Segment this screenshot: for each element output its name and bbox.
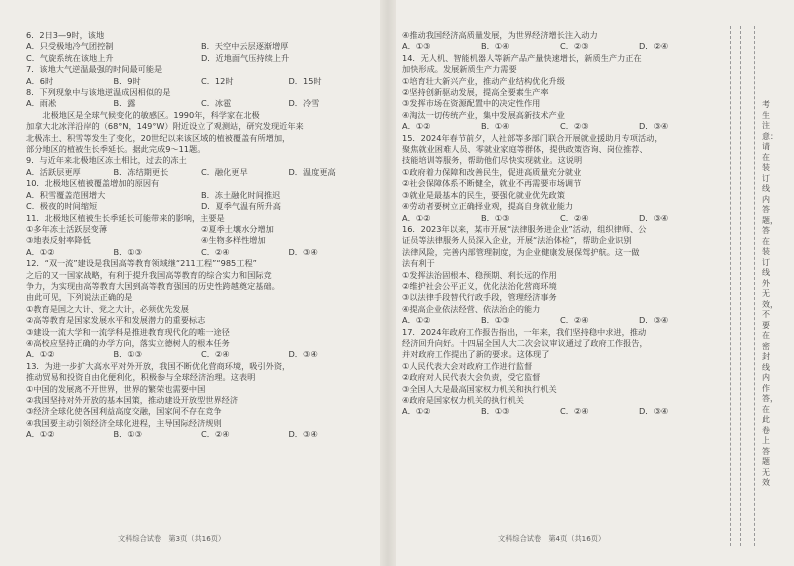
text-line: 并对政府工作提出了新的要求。这体现了: [402, 349, 550, 360]
option-item: D．夏季气温有所升高: [201, 201, 281, 212]
option-item: D．③④: [639, 121, 669, 132]
binding-line-3: [754, 26, 755, 546]
answer-options: [26, 247, 376, 258]
text-line: ④高校应坚持正确的办学方向，落实立德树人的根本任务: [26, 337, 230, 348]
text-line: ①中国的发展离不开世界，世界的繁荣也需要中国: [26, 383, 206, 394]
text-line: ③就业是最基本的民生，要强化就业优先政策: [402, 189, 565, 200]
left-column: [26, 30, 376, 441]
option-item: A．①②: [402, 121, 431, 132]
text-line: ②社会保障体系不断健全，就业不再需要市场调节: [402, 178, 582, 189]
option-item: B．冻土融化时间推迟: [201, 189, 281, 200]
left-footer: 文科综合试卷 第3页（共16页）: [118, 534, 226, 543]
option-item: D．③④: [288, 246, 318, 257]
option-item: C．②④: [560, 406, 589, 417]
option-item: B．露: [113, 98, 136, 109]
answer-options: [26, 235, 376, 246]
option-item: B．①③: [481, 406, 510, 417]
text-line: ②坚持创新驱动发展，提高全要素生产率: [402, 87, 549, 98]
option-item: D．15时: [288, 75, 322, 86]
answer-options: [402, 121, 718, 132]
text-line: 证员等法律服务人员深入企业，开展“法治体检”，帮助企业识别: [402, 235, 632, 246]
text-line: 争力，为实现由高等教育大国到高等教育强国的历史性跨越奠定基础。: [26, 280, 280, 291]
option-item: A．①②: [402, 406, 431, 417]
option-item: B．①③: [113, 429, 142, 440]
text-line: ②高等教育是国家发展水平和发展潜力的重要标志: [26, 315, 206, 326]
question-stem: 13．为进一步扩大高水平对外开放，我国不断优化营商环境，吸引外资，: [26, 360, 291, 371]
answer-options: [26, 201, 376, 212]
option-item: D．冷雪: [288, 98, 320, 109]
text-line: 经济回升向好。十四届全国人大二次会议审议通过了政府工作报告，: [402, 337, 648, 348]
right-footer: 文科综合试卷 第4页（共16页）: [498, 534, 606, 543]
option-item: A．雨凇: [26, 98, 57, 109]
answer-options: [402, 406, 718, 417]
option-item: C．融化更早: [201, 166, 248, 177]
option-item: ③地表反射率降低: [26, 235, 91, 246]
answer-options: [26, 349, 376, 360]
option-item: B．①④: [481, 121, 510, 132]
option-item: A．①②: [26, 429, 55, 440]
option-item: B．9时: [113, 75, 141, 86]
option-item: C．②④: [201, 349, 230, 360]
answer-options: [402, 213, 718, 224]
question-stem: 11．北极地区植被生长季延长可能带来的影响，主要是: [26, 212, 225, 223]
text-line: ①教育是国之大计、党之大计，必须优先发展: [26, 303, 189, 314]
option-item: C．②④: [201, 246, 230, 257]
text-line: ①培育壮大新兴产业，推动产业结构优化升级: [402, 75, 565, 86]
option-item: D．③④: [639, 212, 669, 223]
text-line: 加快形成。发展新质生产力需要: [402, 64, 517, 75]
option-item: A．①②: [26, 246, 55, 257]
answer-options: [26, 167, 376, 178]
text-line: ①发挥法治固根本、稳预期、利长远的作用: [402, 269, 557, 280]
text-line: 聚焦就业困难人员、零就业家庭等群体，提供政策咨询、岗位推荐、: [402, 144, 648, 155]
question-stem: 10．北极地区植被覆盖增加的原因有: [26, 178, 160, 189]
option-item: ①多年冻土活跃层变薄: [26, 223, 108, 234]
option-item: D．温度更高: [288, 166, 336, 177]
text-line: 北极地区是全球气候变化的敏感区。1990年，科学家在北极: [26, 109, 260, 120]
option-item: A．①③: [402, 41, 431, 52]
option-item: B．天空中云层逐渐增厚: [201, 41, 289, 52]
text-line: ③建设一流大学和一流学科是推进教育现代化的唯一途径: [26, 326, 230, 337]
option-item: ②夏季土壤水分增加: [201, 223, 274, 234]
question-stem: 8．下列现象中与该地逆温成因相似的是: [26, 87, 171, 98]
question-stem: 9．与近年来北极地区冻土相比，过去的冻土: [26, 155, 187, 166]
text-line: 加拿大北冰洋沿岸的（68°N，149°W）附近设立了观测站，研究发现近年来: [26, 121, 304, 132]
option-item: C．②④: [560, 315, 589, 326]
answer-options: [26, 190, 376, 201]
option-item: A．①②: [26, 349, 55, 360]
option-item: C．冰雹: [201, 98, 232, 109]
option-item: D．③④: [288, 349, 318, 360]
option-item: A．6时: [26, 75, 54, 86]
question-stem: 15．2024年春节前夕，人社部等多部门联合开展就业援助月专项活动，: [402, 132, 663, 143]
text-line: 法律风险，完善内部管理制度，为企业健康发展保驾护航。这一做: [402, 246, 640, 257]
text-line: 技能培训等服务，帮助他们尽快实现就业。这说明: [402, 155, 583, 166]
text-line: ③全国人大是最高国家权力机关和执行机关: [402, 383, 557, 394]
option-item: A．积雪覆盖范围增大: [26, 189, 106, 200]
option-item: D．近地面气压持续上升: [201, 52, 290, 63]
question-stem: 14．无人机、智能机器人等新产品产量快速增长，新质生产力正在: [402, 52, 642, 63]
option-item: C．②④: [201, 429, 230, 440]
answer-options: [26, 224, 376, 235]
text-line: ④提高企业依法经营、依法治企的能力: [402, 303, 541, 314]
text-line: 北极冻土、积雪等发生了变化，20世纪以来该区域的植被覆盖有所增加，: [26, 132, 291, 143]
option-item: C．气旋系统在该地上升: [26, 52, 114, 63]
option-item: B．①③: [113, 349, 142, 360]
question-stem: 6．2日3—9时，该地: [26, 30, 105, 40]
page-fold: [380, 0, 396, 566]
text-line: ③经济全球化使各国利益高度交融，国家间不存在竞争: [26, 406, 222, 417]
answer-options: [26, 76, 376, 87]
option-item: B．冻结期更长: [113, 166, 169, 177]
text-line: ③发挥市场在资源配置中的决定性作用: [402, 98, 541, 109]
text-line: ②政府对人民代表大会负责，受它监督: [402, 372, 541, 383]
binding-line-1: [730, 26, 731, 546]
option-item: A．①②: [402, 315, 431, 326]
text-line: ①政府着力保障和改善民生，促进高质量充分就业: [402, 166, 582, 177]
option-item: C．极夜的时间缩短: [26, 201, 98, 212]
option-item: C．②③: [560, 41, 589, 52]
text-line: ①人民代表大会对政府工作进行监督: [402, 360, 533, 371]
text-line: ④我国要主动引领经济全球化进程，主导国际经济规则: [26, 417, 222, 428]
text-line: ④推动我国经济高质量发展，为世界经济增长注入动力: [402, 30, 598, 40]
text-line: ②我国坚持对外开放的基本国策，推动建设开放型世界经济: [26, 395, 239, 405]
option-item: B．①③: [481, 212, 510, 223]
option-item: B．①④: [481, 41, 510, 52]
option-item: C．②③: [560, 121, 589, 132]
right-column: [402, 30, 718, 418]
question-stem: 17．2024年政府工作报告指出，一年来，我们坚持稳中求进，推动: [402, 326, 647, 337]
text-line: ④淘汰一切传统产业，集中发展高新技术产业: [402, 109, 565, 120]
option-item: D．③④: [639, 315, 669, 326]
text-line: ④政府是国家权力机关的执行机关: [402, 395, 524, 405]
answer-options: [26, 98, 376, 109]
option-item: B．①③: [481, 315, 510, 326]
question-stem: 7．该地大气逆温最强的时间最可能是: [26, 64, 163, 75]
option-item: C．12时: [201, 75, 234, 86]
option-item: B．①③: [113, 246, 142, 257]
option-item: A．只受极地冷气团控制: [26, 41, 114, 52]
text-line: ④劳动者要树立正确择业观，提高自身就业能力: [402, 201, 574, 212]
answer-options: [26, 53, 376, 64]
text-line: ②维护社会公平正义，优化法治化营商环境: [402, 280, 557, 291]
binding-margin: [726, 26, 788, 546]
margin-note: 考生注意：请在装订线内答题，答在装订线外无效，不要在密封线内作答，在此卷上答题无效: [762, 100, 778, 487]
option-item: C．②④: [560, 212, 589, 223]
binding-line-2: [740, 26, 741, 546]
text-line: 由此可见，下列说法正确的是: [26, 292, 133, 303]
answer-options: [26, 41, 376, 52]
question-stem: 12．“双一流”建设是我国高等教育领域继“211工程”“985工程”: [26, 258, 257, 269]
option-item: A．活跃层更厚: [26, 166, 81, 177]
text-line: 之后的又一国家战略，有利于提升我国高等教育的综合实力和国际竞: [26, 269, 272, 280]
option-item: D．③④: [639, 406, 669, 417]
answer-options: [26, 429, 376, 440]
text-line: ③以法律手段替代行政手段，管理经济事务: [402, 292, 557, 303]
answer-options: [402, 315, 718, 326]
option-item: A．①②: [402, 212, 431, 223]
text-line: 推动贸易和投资自由化便利化，积极参与全球经济治理。这表明: [26, 372, 256, 383]
answer-options: [402, 41, 718, 52]
question-stem: 16．2023年以来，某市开展“法律服务进企业”活动，组织律师、公: [402, 223, 647, 234]
option-item: D．②④: [639, 41, 669, 52]
option-item: ④生物多样性增加: [201, 235, 266, 246]
option-item: D．③④: [288, 429, 318, 440]
text-line: 法有利于: [402, 258, 435, 269]
text-line: 部分地区的植被生长季延长。据此完成9～11题。: [26, 144, 206, 155]
